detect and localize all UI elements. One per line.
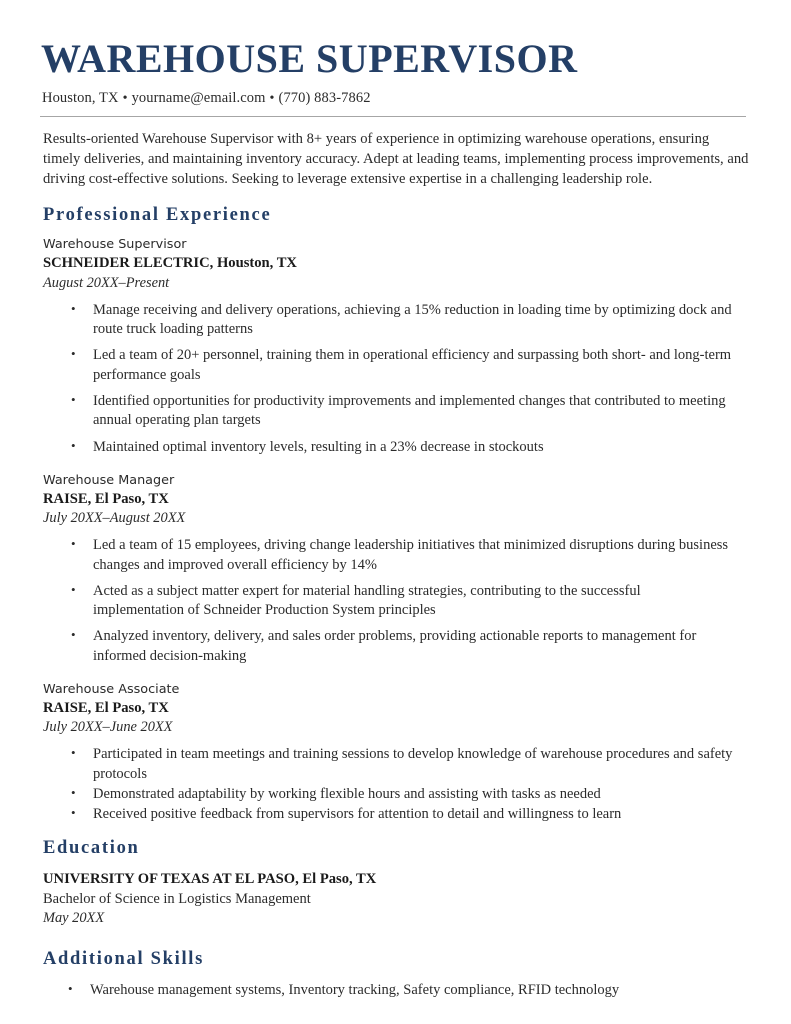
- job-entry: [43, 473, 746, 666]
- list-item: • Warehouse management systems, Inventory tracking, Safety compliance, RFID technology: [40, 981, 732, 1000]
- professional-summary: Results-oriented Warehouse Supervisor with 8+ years of experience in optimizing warehouse operations, ensuring timely deliveries, and maintaining inventory accuracy. Adept at leading teams, implementing process improvements, and driving cost-effective solutions. Seeking to leverage extensive expertise in a challenging leadership role.: [43, 131, 749, 188]
- job-title: Warehouse Associate: [43, 681, 180, 697]
- contact-location: Houston, TX: [42, 90, 119, 106]
- education-entry: [43, 870, 746, 928]
- job-dates: July 20XX–August 20XX: [43, 509, 186, 526]
- job-entry: [43, 237, 746, 456]
- list-item: • Received positive feedback from supervisors for attention to detail and willingness to learn: [43, 805, 735, 824]
- job-entry: [43, 682, 746, 825]
- job-bullet-list: [43, 536, 746, 666]
- list-item: • Acted as a subject matter expert for material handling strategies, contributing to the successful implementation of Schneider Production System principles: [43, 582, 735, 621]
- list-item: • Manage receiving and delivery operations, achieving a 15% reduction in loading time by optimizing dock and route truck loading patterns: [43, 301, 735, 340]
- section-heading-skills: Additional Skills: [43, 948, 205, 969]
- list-item: • Participated in team meetings and training sessions to develop knowledge of warehouse procedures and safety protocols: [43, 745, 735, 784]
- section-heading-education: Education: [43, 838, 140, 859]
- contact-separator-2: •: [269, 91, 275, 106]
- section-education: [40, 838, 746, 928]
- job-title: Warehouse Supervisor: [43, 237, 187, 253]
- job-company: SCHNEIDER ELECTRIC, Houston, TX: [43, 255, 297, 272]
- job-company: RAISE, El Paso, TX: [43, 699, 169, 716]
- header-divider: [40, 116, 746, 117]
- job-bullet-list: [43, 301, 746, 457]
- contact-email[interactable]: yourname@email.com: [131, 90, 266, 106]
- job-company: RAISE, El Paso, TX: [43, 490, 169, 507]
- list-item: • Identified opportunities for productivity improvements and implemented changes that contributed to meeting annual operating plan targets: [43, 392, 735, 431]
- contact-line: [42, 90, 746, 107]
- list-item: • Led a team of 20+ personnel, training them in operational efficiency and surpassing both short- and long-term performance goals: [43, 346, 735, 385]
- job-title: Warehouse Manager: [43, 472, 175, 488]
- contact-phone[interactable]: (770) 883-7862: [278, 90, 371, 106]
- list-item: • Maintained optimal inventory levels, resulting in a 23% decrease in stockouts: [43, 438, 735, 457]
- job-dates: July 20XX–June 20XX: [43, 719, 173, 736]
- education-degree: Bachelor of Science in Logistics Management: [43, 891, 311, 908]
- contact-separator-1: •: [122, 91, 128, 106]
- job-bullet-list: [43, 745, 746, 824]
- resume-header: [40, 38, 746, 117]
- skills-bullet-list: [40, 981, 746, 1000]
- list-item: • Led a team of 15 employees, driving change leadership initiatives that minimized disruptions during business changes and improved overall efficiency by 14%: [43, 536, 735, 575]
- education-date: May 20XX: [43, 910, 105, 927]
- section-skills: [40, 949, 746, 1000]
- page-title: WAREHOUSE SUPERVISOR: [41, 36, 578, 81]
- section-heading-experience: Professional Experience: [43, 205, 272, 226]
- list-item: • Analyzed inventory, delivery, and sales order problems, providing actionable reports to management for informed decision-making: [43, 627, 735, 666]
- education-school: UNIVERSITY OF TEXAS AT EL PASO, El Paso, TX: [43, 871, 377, 888]
- section-experience: [40, 205, 746, 824]
- job-dates: August 20XX–Present: [43, 274, 170, 291]
- list-item: • Demonstrated adaptability by working flexible hours and assisting with tasks as needed: [43, 785, 735, 804]
